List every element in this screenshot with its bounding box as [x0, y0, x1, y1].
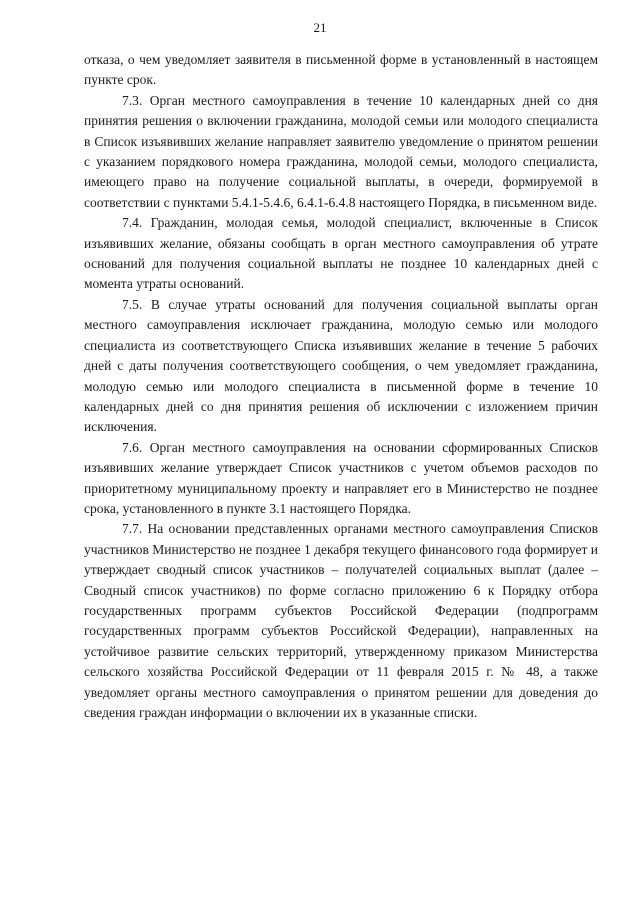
paragraph-continuation: отказа, о чем уведомляет заявителя в письменной форме в установленный в настоящем пункте срок.	[84, 52, 598, 88]
paragraph-7-5: 7.5. В случае утраты оснований для получения социальной выплаты орган местного самоуправления исключает гражданина, молодую семью или молодого специалиста из соответствующего Списка изъявивших желание в течение 5 рабочих дней с даты получения соответствующего сообщения, о чем уведомляет гражданина, молодую семью или молодого специалиста в письменной форме в течение 10 календарных дней со дня принятия решения об исключении с изложением причин исключения.	[84, 296, 598, 435]
document-body	[84, 50, 598, 723]
page-number: 21	[313, 20, 327, 35]
paragraph-7-3: 7.3. Орган местного самоуправления в течение 10 календарных дней со дня принятия решения о включении гражданина, молодой семьи или молодого специалиста в Список изъявивших желание направляет заявителю уведомление о принятом решении с указанием порядкового номера гражданина, молодой семьи, молодого специалиста, имеющего право на получение социальной выплаты, в очереди, формируемой в соответствии с пунктами 5.4.1-5.4.6, 6.4.1-6.4.8 настоящего Порядка, в письменном виде.	[84, 92, 598, 210]
paragraph-7-4: 7.4. Гражданин, молодая семья, молодой специалист, включенные в Список изъявивших желание, обязаны сообщать в орган местного самоуправления об утрате оснований для получения социальной выплаты не позднее 10 календарных дней с момента утраты оснований.	[84, 215, 598, 292]
paragraph-7-6: 7.6. Орган местного самоуправления на основании сформированных Списков изъявивших желание утверждает Список участников с учетом объемов расходов по приоритетному муниципальному проекту и направляет его в Министерство не позднее срока, установленного в пункте 3.1 настоящего Порядка.	[84, 439, 598, 516]
paragraph-7-7: 7.7. На основании представленных органами местного самоуправления Списков участников Министерство не позднее 1 декабря текущего финансового года формирует и утверждает сводный список участников – получателей социальных выплат (далее – Сводный список участников) по форме согласно приложению 6 к Порядку отбора государственных программ субъектов Российской Федерации (подпрограмм государственных программ субъектов Российской Федерации), направленных на устойчивое развитие сельских территорий, утвержденному приказом Министерства сельского хозяйства Российской Федерации от 11 февраля 2015 г. № 48, а также уведомляет органы местного самоуправления о принятом решении для доведения до сведения граждан информации о включении их в указанные списки.	[84, 521, 598, 720]
